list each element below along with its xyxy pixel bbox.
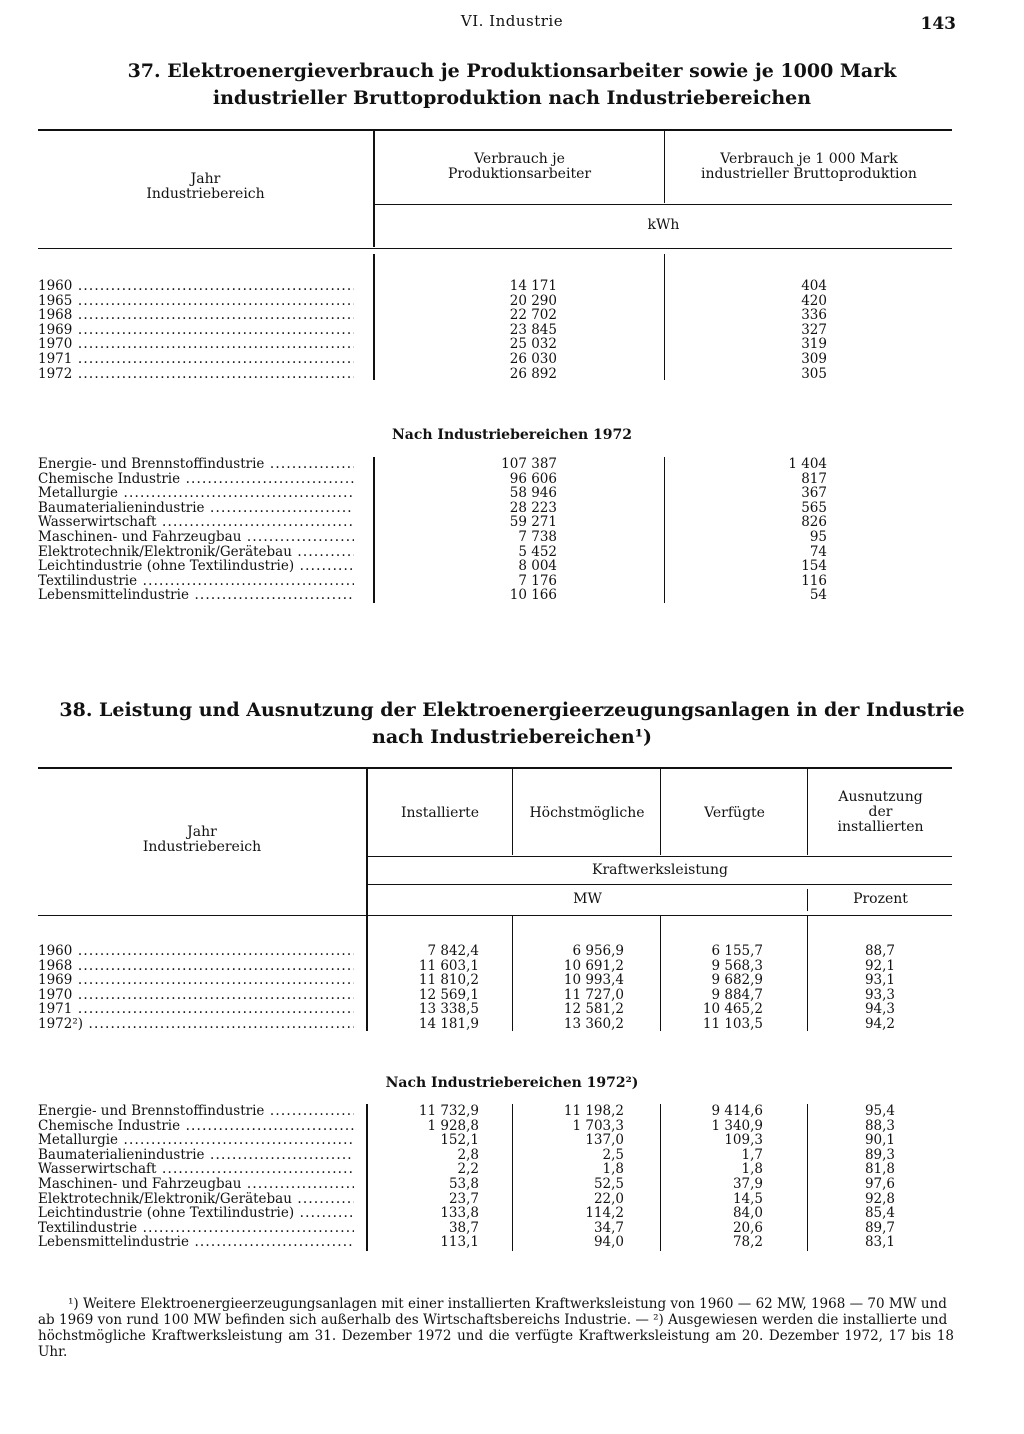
cell-hoechst: 12 581,2 bbox=[563, 1001, 624, 1018]
cell-inst: 53,8 bbox=[448, 1175, 479, 1192]
table38-unit-mw: MW bbox=[573, 891, 602, 907]
cell-per_worker: 26 030 bbox=[509, 350, 557, 367]
cell-per_worker: 10 166 bbox=[509, 587, 557, 604]
cell-per_1000: 404 bbox=[801, 278, 827, 294]
table-row bbox=[38, 1104, 952, 1119]
col1-head-line1: Verbrauch je bbox=[474, 151, 565, 167]
cell-ausn: 92,1 bbox=[864, 957, 895, 974]
col2-head-line2: industrieller Bruttoproduktion bbox=[701, 166, 917, 182]
cell-verf: 1,7 bbox=[741, 1146, 763, 1163]
cell-inst: 38,7 bbox=[448, 1219, 479, 1236]
cell-ausn: 94,2 bbox=[864, 1015, 895, 1032]
stub-head-year: Jahr bbox=[190, 171, 221, 187]
col2-head-line1: Verbrauch je 1 000 Mark bbox=[720, 151, 898, 167]
row-label: 1970 ..... bbox=[38, 988, 354, 1003]
cell-per_worker: 5 452 bbox=[518, 543, 557, 560]
table38-div3 bbox=[807, 768, 808, 855]
cell-ausn: 83,1 bbox=[864, 1234, 895, 1251]
cell-per_worker: 8 004 bbox=[518, 558, 557, 575]
cell-hoechst: 2,5 bbox=[602, 1146, 624, 1163]
row-label: 1971 ..... bbox=[38, 1002, 354, 1017]
table38-div2 bbox=[660, 768, 661, 855]
table-row bbox=[38, 279, 952, 294]
table38-head-rule1 bbox=[367, 856, 952, 857]
table38-title bbox=[0, 697, 1024, 751]
cell-verf: 1,8 bbox=[741, 1161, 763, 1178]
cell-per_worker: 14 171 bbox=[509, 278, 557, 294]
cell-per_1000: 1 404 bbox=[788, 456, 827, 472]
table38-unit-pct: Prozent bbox=[853, 891, 908, 907]
page-number: 143 bbox=[920, 14, 956, 34]
cell-hoechst: 6 956,9 bbox=[572, 943, 624, 959]
table38-subheading: Nach Industriebereichen 1972²) bbox=[385, 1075, 639, 1091]
table-row bbox=[38, 1192, 952, 1207]
cell-per_worker: 25 032 bbox=[509, 336, 557, 353]
row-label: Leichtindustrie (ohne Textilindustrie) ..... bbox=[38, 1206, 354, 1221]
table37-unit: kWh bbox=[647, 217, 680, 233]
row-label: 1968 ..... bbox=[38, 308, 354, 323]
cell-per_worker: 20 290 bbox=[509, 292, 557, 309]
cell-inst: 1 928,8 bbox=[427, 1117, 479, 1134]
cell-verf: 10 465,2 bbox=[702, 1001, 763, 1018]
table38-unit-divider bbox=[807, 889, 808, 911]
cell-hoechst: 11 727,0 bbox=[563, 986, 624, 1003]
cell-verf: 78,2 bbox=[732, 1234, 763, 1251]
cell-verf: 6 155,7 bbox=[711, 943, 763, 959]
table-row bbox=[38, 1017, 952, 1032]
table38-col-hoechstmoegliche: Höchstmögliche bbox=[529, 805, 645, 821]
cell-verf: 20,6 bbox=[732, 1219, 763, 1236]
cell-verf: 9 682,9 bbox=[711, 972, 763, 989]
cell-ausn: 89,3 bbox=[864, 1146, 895, 1163]
cell-ausn: 92,8 bbox=[864, 1190, 895, 1207]
row-label: 1965 ..... bbox=[38, 294, 354, 309]
table38-top-rule bbox=[38, 767, 952, 769]
table37-title-line1: 37. Elektroenergieverbrauch je Produktionsarbeiter sowie je 1000 Mark bbox=[127, 60, 897, 82]
cell-inst: 2,2 bbox=[457, 1161, 479, 1178]
row-label: 1968 ..... bbox=[38, 959, 354, 974]
cell-per_worker: 28 223 bbox=[509, 499, 557, 516]
row-label: Baumaterialienindustrie ..... bbox=[38, 501, 354, 516]
table-row bbox=[38, 530, 952, 545]
cell-per_worker: 7 738 bbox=[518, 528, 557, 545]
cell-per_1000: 327 bbox=[801, 321, 827, 338]
table38-title-line2: nach Industriebereichen¹) bbox=[372, 726, 652, 748]
row-label: 1972²) ..... bbox=[38, 1017, 354, 1032]
cell-hoechst: 10 993,4 bbox=[563, 972, 624, 989]
row-label: 1969 ..... bbox=[38, 973, 354, 988]
table37-title-line2: industrieller Bruttoproduktion nach Industriebereichen bbox=[212, 87, 812, 109]
col4-line3: installierten bbox=[837, 819, 924, 835]
table38-div1 bbox=[512, 768, 513, 855]
table38-stub-head bbox=[38, 825, 366, 855]
running-header: VI. Industrie bbox=[460, 12, 564, 30]
cell-per_1000: 367 bbox=[801, 485, 827, 502]
footnote-line1: ¹) Weitere Elektroenergieerzeugungsanlagen mit einer installierten Kraftwerksleistung von 1960 — 62 MW, 1968 — 70 MW und bbox=[68, 1296, 947, 1312]
cell-ausn: 89,7 bbox=[864, 1219, 895, 1236]
table38-group-head: Kraftwerksleistung bbox=[592, 862, 728, 878]
cell-inst: 152,1 bbox=[440, 1132, 479, 1149]
row-label: Wasserwirtschaft ..... bbox=[38, 515, 354, 530]
cell-per_1000: 309 bbox=[801, 350, 827, 367]
cell-ausn: 90,1 bbox=[864, 1132, 895, 1149]
table38-col-ausnutzung bbox=[809, 790, 952, 835]
table-row bbox=[38, 973, 952, 988]
table-row bbox=[38, 294, 952, 309]
cell-hoechst: 1 703,3 bbox=[572, 1117, 624, 1134]
table-row bbox=[38, 352, 952, 367]
cell-inst: 11 603,1 bbox=[418, 957, 479, 974]
table-row bbox=[38, 308, 952, 323]
cell-verf: 109,3 bbox=[724, 1132, 763, 1149]
cell-ausn: 95,4 bbox=[864, 1103, 895, 1119]
cell-per_1000: 319 bbox=[801, 336, 827, 353]
cell-hoechst: 94,0 bbox=[593, 1234, 624, 1251]
cell-hoechst: 52,5 bbox=[593, 1175, 624, 1192]
cell-per_1000: 95 bbox=[809, 528, 827, 545]
row-label: Metallurgie ..... bbox=[38, 1133, 354, 1148]
cell-ausn: 81,8 bbox=[864, 1161, 895, 1178]
row-label: Maschinen- und Fahrzeugbau ..... bbox=[38, 530, 354, 545]
table38-title-line1: 38. Leistung und Ausnutzung der Elektroenergieerzeugungsanlagen in der Industrie bbox=[59, 699, 965, 721]
table38-year-rows bbox=[38, 944, 952, 1032]
table-row bbox=[38, 486, 952, 501]
cell-inst: 7 842,4 bbox=[427, 943, 479, 959]
cell-per_1000: 116 bbox=[801, 572, 827, 589]
table-row bbox=[38, 1235, 952, 1250]
table37-title bbox=[0, 58, 1024, 112]
cell-ausn: 88,7 bbox=[864, 943, 895, 959]
cell-per_worker: 22 702 bbox=[509, 307, 557, 324]
cell-inst: 14 181,9 bbox=[418, 1015, 479, 1032]
cell-inst: 113,1 bbox=[440, 1234, 479, 1251]
table37-subheading: Nach Industriebereichen 1972 bbox=[391, 427, 633, 443]
cell-verf: 84,0 bbox=[732, 1205, 763, 1222]
cell-verf: 11 103,5 bbox=[702, 1015, 763, 1032]
cell-verf: 9 414,6 bbox=[711, 1103, 763, 1119]
cell-per_1000: 305 bbox=[801, 365, 827, 382]
row-label: Wasserwirtschaft ..... bbox=[38, 1162, 354, 1177]
table-row bbox=[38, 501, 952, 516]
cell-per_worker: 107 387 bbox=[501, 456, 557, 472]
table-row bbox=[38, 545, 952, 560]
row-label: 1960 ..... bbox=[38, 944, 354, 959]
cell-per_worker: 7 176 bbox=[518, 572, 557, 589]
table-row bbox=[38, 1119, 952, 1134]
row-label: Elektrotechnik/Elektronik/Gerätebau ..... bbox=[38, 1192, 354, 1207]
table37-top-rule bbox=[38, 129, 952, 131]
table-row bbox=[38, 1133, 952, 1148]
table-row bbox=[38, 988, 952, 1003]
table-row bbox=[38, 1148, 952, 1163]
table37-col1-head bbox=[375, 152, 664, 182]
row-label: Energie- und Brennstoffindustrie ..... bbox=[38, 457, 354, 472]
row-label: 1969 ..... bbox=[38, 323, 354, 338]
table37-branch-rows bbox=[38, 457, 952, 603]
cell-inst: 133,8 bbox=[440, 1205, 479, 1222]
table-row bbox=[38, 1221, 952, 1236]
cell-inst: 11 732,9 bbox=[418, 1103, 479, 1119]
footnote-line3: höchstmögliche Kraftwerksleistung am 31. Dezember 1972 und die verfügte Kraftwerksleistung am 20. Dezember 1972, 17 bis 18 Uhr. bbox=[38, 1328, 954, 1360]
stub-head-branch: Industriebereich bbox=[146, 186, 265, 202]
cell-per_1000: 54 bbox=[809, 587, 827, 604]
cell-inst: 11 810,2 bbox=[418, 972, 479, 989]
row-label: Energie- und Brennstoffindustrie ..... bbox=[38, 1104, 354, 1119]
cell-per_worker: 26 892 bbox=[509, 365, 557, 382]
cell-per_1000: 420 bbox=[801, 292, 827, 309]
row-label: Lebensmittelindustrie ..... bbox=[38, 1235, 354, 1250]
cell-per_1000: 74 bbox=[809, 543, 827, 560]
cell-hoechst: 10 691,2 bbox=[563, 957, 624, 974]
table38-head-bottom-rule bbox=[38, 915, 952, 916]
stub-head-branch: Industriebereich bbox=[142, 839, 262, 855]
cell-hoechst: 11 198,2 bbox=[563, 1103, 624, 1119]
table37-head-bottom-rule bbox=[38, 248, 952, 249]
footnote bbox=[38, 1296, 954, 1360]
cell-ausn: 88,3 bbox=[864, 1117, 895, 1134]
row-label: 1960 ..... bbox=[38, 279, 354, 294]
table38-branch-rows bbox=[38, 1104, 952, 1250]
cell-inst: 13 338,5 bbox=[418, 1001, 479, 1018]
cell-per_1000: 817 bbox=[801, 470, 827, 487]
table-row bbox=[38, 1206, 952, 1221]
row-label: 1971 ..... bbox=[38, 352, 354, 367]
cell-hoechst: 34,7 bbox=[593, 1219, 624, 1236]
table37-col2-head bbox=[666, 152, 952, 182]
cell-inst: 23,7 bbox=[448, 1190, 479, 1207]
cell-per_1000: 336 bbox=[801, 307, 827, 324]
table-row bbox=[38, 1002, 952, 1017]
row-label: Elektrotechnik/Elektronik/Gerätebau ..... bbox=[38, 545, 354, 560]
col4-line1: Ausnutzung bbox=[838, 789, 923, 805]
cell-inst: 2,8 bbox=[457, 1146, 479, 1163]
table37-col-divider bbox=[664, 130, 665, 203]
table-row bbox=[38, 944, 952, 959]
cell-hoechst: 1,8 bbox=[602, 1161, 624, 1178]
cell-per_1000: 826 bbox=[801, 514, 827, 531]
table-row bbox=[38, 574, 952, 589]
table-row bbox=[38, 515, 952, 530]
table37-unit-rule bbox=[374, 204, 952, 205]
table-row bbox=[38, 1177, 952, 1192]
cell-per_worker: 58 946 bbox=[509, 485, 557, 502]
cell-per_worker: 59 271 bbox=[509, 514, 557, 531]
table-row bbox=[38, 1162, 952, 1177]
footnote-line2: ab 1969 von rund 100 MW befinden sich außerhalb des Wirtschaftsbereichs Industrie. — ²) Ausgewiesen werden die installierte und bbox=[38, 1312, 948, 1328]
table38-col-verfuegte: Verfügte bbox=[704, 805, 765, 821]
cell-verf: 14,5 bbox=[732, 1190, 763, 1207]
table38-col-installierte: Installierte bbox=[400, 805, 480, 821]
row-label: Chemische Industrie ..... bbox=[38, 1119, 354, 1134]
table37-year-rows bbox=[38, 279, 952, 381]
table-row bbox=[38, 323, 952, 338]
table-row bbox=[38, 367, 952, 382]
col4-line2: der bbox=[868, 804, 893, 820]
table-row bbox=[38, 559, 952, 574]
cell-verf: 9 568,3 bbox=[711, 957, 763, 974]
cell-verf: 9 884,7 bbox=[711, 986, 763, 1003]
row-label: Chemische Industrie ..... bbox=[38, 472, 354, 487]
row-label: Maschinen- und Fahrzeugbau ..... bbox=[38, 1177, 354, 1192]
cell-inst: 12 569,1 bbox=[418, 986, 479, 1003]
row-label: Textilindustrie ..... bbox=[38, 574, 354, 589]
table-row bbox=[38, 457, 952, 472]
cell-verf: 1 340,9 bbox=[711, 1117, 763, 1134]
cell-ausn: 97,6 bbox=[864, 1175, 895, 1192]
cell-per_1000: 154 bbox=[801, 558, 827, 575]
cell-hoechst: 114,2 bbox=[585, 1205, 624, 1222]
cell-verf: 37,9 bbox=[732, 1175, 763, 1192]
row-label: Textilindustrie ..... bbox=[38, 1221, 354, 1236]
stub-head-year: Jahr bbox=[187, 824, 217, 840]
row-label: Leichtindustrie (ohne Textilindustrie) ..... bbox=[38, 559, 354, 574]
cell-ausn: 85,4 bbox=[864, 1205, 895, 1222]
cell-per_worker: 96 606 bbox=[509, 470, 557, 487]
table-row bbox=[38, 472, 952, 487]
table-row bbox=[38, 588, 952, 603]
table37-stub-head bbox=[38, 172, 373, 202]
cell-ausn: 93,1 bbox=[864, 972, 895, 989]
row-label: Lebensmittelindustrie ..... bbox=[38, 588, 354, 603]
cell-hoechst: 13 360,2 bbox=[563, 1015, 624, 1032]
table-row bbox=[38, 337, 952, 352]
table-row bbox=[38, 959, 952, 974]
col1-head-line2: Produktionsarbeiter bbox=[447, 166, 592, 182]
cell-per_worker: 23 845 bbox=[509, 321, 557, 338]
row-label: 1972 ..... bbox=[38, 367, 354, 382]
table38-head-rule2 bbox=[367, 884, 952, 885]
row-label: 1970 ..... bbox=[38, 337, 354, 352]
cell-ausn: 93,3 bbox=[864, 986, 895, 1003]
cell-hoechst: 22,0 bbox=[593, 1190, 624, 1207]
cell-ausn: 94,3 bbox=[864, 1001, 895, 1018]
row-label: Metallurgie ..... bbox=[38, 486, 354, 501]
cell-hoechst: 137,0 bbox=[585, 1132, 624, 1149]
row-label: Baumaterialienindustrie ..... bbox=[38, 1148, 354, 1163]
cell-per_1000: 565 bbox=[801, 499, 827, 516]
